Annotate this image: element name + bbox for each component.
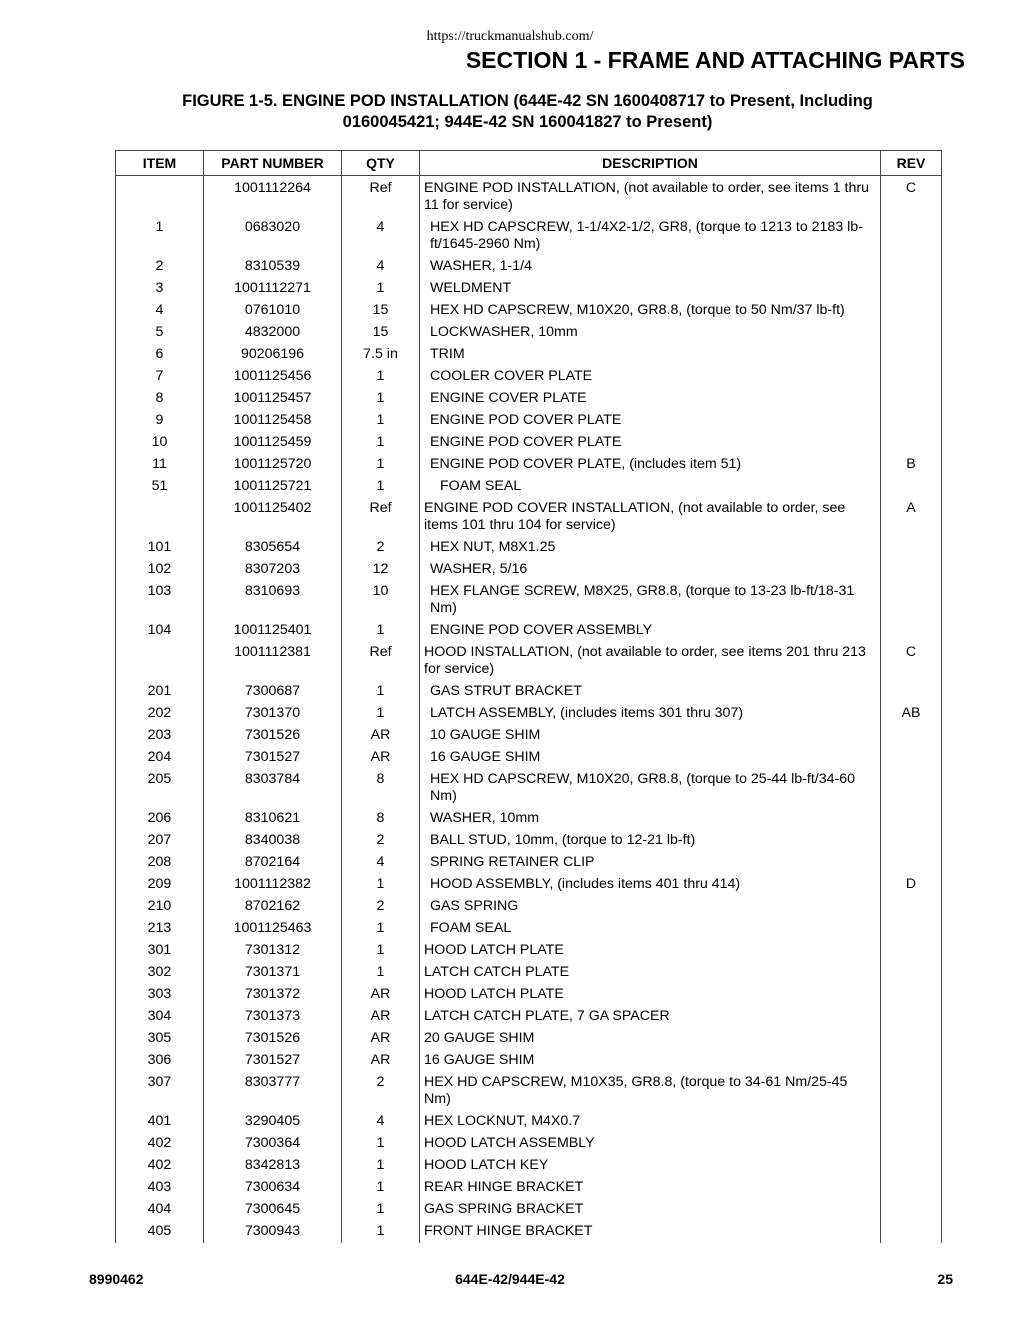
- cell-part-number: 1001125402: [204, 498, 342, 537]
- cell-rev: [881, 1072, 942, 1111]
- cell-description: GAS STRUT BRACKET: [420, 681, 881, 703]
- cell-qty: 1: [342, 1133, 420, 1155]
- cell-rev: [881, 256, 942, 278]
- column-header-part-number: PART NUMBER: [204, 151, 342, 176]
- cell-description: HOOD LATCH ASSEMBLY: [420, 1133, 881, 1155]
- table-row: [116, 1155, 942, 1177]
- cell-description: 16 GAUGE SHIM: [420, 1050, 881, 1072]
- cell-item: 201: [116, 681, 204, 703]
- cell-rev: [881, 681, 942, 703]
- cell-part-number: 90206196: [204, 344, 342, 366]
- table-row: [116, 769, 942, 808]
- cell-item: 207: [116, 830, 204, 852]
- column-header-item: ITEM: [116, 151, 204, 176]
- cell-part-number: 8303777: [204, 1072, 342, 1111]
- cell-rev: [881, 559, 942, 581]
- cell-item: 208: [116, 852, 204, 874]
- cell-qty: 1: [342, 476, 420, 498]
- cell-item: 11: [116, 454, 204, 476]
- cell-item: [116, 498, 204, 537]
- cell-item: 6: [116, 344, 204, 366]
- cell-rev: B: [881, 454, 942, 476]
- table-row: [116, 1177, 942, 1199]
- cell-description: WASHER, 1-1/4: [420, 256, 881, 278]
- parts-table-body: [116, 176, 942, 1244]
- parts-table: [115, 150, 942, 1243]
- cell-description: HEX HD CAPSCREW, M10X35, GR8.8, (torque to 34-61 Nm/25-45 Nm): [420, 1072, 881, 1111]
- cell-part-number: 1001125459: [204, 432, 342, 454]
- cell-part-number: 1001125458: [204, 410, 342, 432]
- cell-description: FOAM SEAL: [420, 918, 881, 940]
- cell-item: [116, 176, 204, 218]
- table-row: [116, 896, 942, 918]
- cell-description: ENGINE POD COVER INSTALLATION, (not available to order, see items 101 thru 104 for service): [420, 498, 881, 537]
- cell-description: WELDMENT: [420, 278, 881, 300]
- cell-item: 103: [116, 581, 204, 620]
- cell-qty: 1: [342, 454, 420, 476]
- cell-part-number: 4832000: [204, 322, 342, 344]
- table-row: [116, 1006, 942, 1028]
- cell-description: TRIM: [420, 344, 881, 366]
- cell-description: ENGINE POD COVER ASSEMBLY: [420, 620, 881, 642]
- cell-item: 306: [116, 1050, 204, 1072]
- cell-qty: AR: [342, 725, 420, 747]
- cell-qty: 1: [342, 1177, 420, 1199]
- cell-rev: [881, 217, 942, 256]
- table-row: [116, 1111, 942, 1133]
- cell-qty: AR: [342, 984, 420, 1006]
- cell-part-number: 8310539: [204, 256, 342, 278]
- cell-part-number: 1001125721: [204, 476, 342, 498]
- cell-item: 104: [116, 620, 204, 642]
- cell-part-number: 1001112381: [204, 642, 342, 681]
- cell-item: 101: [116, 537, 204, 559]
- figure-title-line2: 0160045421; 944E-42 SN 160041827 to Present): [342, 113, 713, 131]
- cell-qty: Ref: [342, 642, 420, 681]
- cell-item: 403: [116, 1177, 204, 1199]
- cell-item: 206: [116, 808, 204, 830]
- cell-qty: 1: [342, 962, 420, 984]
- cell-rev: AB: [881, 703, 942, 725]
- cell-rev: [881, 1133, 942, 1155]
- cell-rev: [881, 1199, 942, 1221]
- cell-item: 305: [116, 1028, 204, 1050]
- cell-qty: Ref: [342, 498, 420, 537]
- cell-qty: 1: [342, 410, 420, 432]
- cell-item: 7: [116, 366, 204, 388]
- cell-description: ENGINE COVER PLATE: [420, 388, 881, 410]
- cell-item: 405: [116, 1221, 204, 1243]
- cell-qty: 8: [342, 808, 420, 830]
- cell-part-number: 7300645: [204, 1199, 342, 1221]
- cell-part-number: 1001125463: [204, 918, 342, 940]
- cell-qty: 1: [342, 940, 420, 962]
- cell-qty: 1: [342, 432, 420, 454]
- cell-description: GAS SPRING: [420, 896, 881, 918]
- cell-rev: [881, 962, 942, 984]
- cell-description: HEX HD CAPSCREW, 1-1/4X2-1/2, GR8, (torque to 1213 to 2183 lb-ft/1645-2960 Nm): [420, 217, 881, 256]
- table-row: [116, 808, 942, 830]
- figure-title-line1: FIGURE 1-5. ENGINE POD INSTALLATION (644E-42 SN 1600408717 to Present, Including: [182, 92, 873, 110]
- cell-description: COOLER COVER PLATE: [420, 366, 881, 388]
- cell-part-number: 7301373: [204, 1006, 342, 1028]
- cell-qty: 1: [342, 278, 420, 300]
- cell-item: 5: [116, 322, 204, 344]
- cell-item: 10: [116, 432, 204, 454]
- cell-item: 9: [116, 410, 204, 432]
- cell-part-number: 7300634: [204, 1177, 342, 1199]
- cell-description: HOOD ASSEMBLY, (includes items 401 thru 414): [420, 874, 881, 896]
- cell-rev: [881, 896, 942, 918]
- cell-qty: 1: [342, 703, 420, 725]
- cell-description: HOOD LATCH PLATE: [420, 940, 881, 962]
- cell-part-number: 0761010: [204, 300, 342, 322]
- cell-qty: AR: [342, 1050, 420, 1072]
- cell-qty: AR: [342, 1028, 420, 1050]
- table-row: [116, 410, 942, 432]
- cell-qty: 12: [342, 559, 420, 581]
- cell-qty: 1: [342, 620, 420, 642]
- cell-qty: 7.5 in: [342, 344, 420, 366]
- cell-part-number: 8340038: [204, 830, 342, 852]
- table-row: [116, 874, 942, 896]
- table-row: [116, 388, 942, 410]
- table-row: [116, 620, 942, 642]
- cell-qty: 1: [342, 388, 420, 410]
- cell-part-number: 8303784: [204, 769, 342, 808]
- cell-qty: 4: [342, 1111, 420, 1133]
- cell-qty: 1: [342, 874, 420, 896]
- cell-part-number: 1001112271: [204, 278, 342, 300]
- cell-part-number: 7300943: [204, 1221, 342, 1243]
- cell-description: SPRING RETAINER CLIP: [420, 852, 881, 874]
- cell-part-number: 1001112382: [204, 874, 342, 896]
- table-row: [116, 498, 942, 537]
- cell-description: LATCH CATCH PLATE: [420, 962, 881, 984]
- cell-item: 302: [116, 962, 204, 984]
- table-row: [116, 366, 942, 388]
- cell-part-number: 7300687: [204, 681, 342, 703]
- cell-part-number: 7301371: [204, 962, 342, 984]
- cell-description: FOAM SEAL: [420, 476, 881, 498]
- cell-part-number: 7301526: [204, 725, 342, 747]
- cell-rev: [881, 1006, 942, 1028]
- cell-item: 210: [116, 896, 204, 918]
- cell-part-number: 8310621: [204, 808, 342, 830]
- cell-rev: [881, 725, 942, 747]
- table-row: [116, 984, 942, 1006]
- table-row: [116, 559, 942, 581]
- table-row: [116, 581, 942, 620]
- cell-qty: 2: [342, 896, 420, 918]
- cell-item: 213: [116, 918, 204, 940]
- cell-rev: [881, 344, 942, 366]
- table-row: [116, 344, 942, 366]
- cell-part-number: 1001125401: [204, 620, 342, 642]
- cell-item: 205: [116, 769, 204, 808]
- cell-description: ENGINE POD COVER PLATE: [420, 432, 881, 454]
- table-row: [116, 256, 942, 278]
- cell-part-number: 7301527: [204, 747, 342, 769]
- cell-part-number: 7301312: [204, 940, 342, 962]
- cell-description: REAR HINGE BRACKET: [420, 1177, 881, 1199]
- cell-description: ENGINE POD INSTALLATION, (not available to order, see items 1 thru 11 for service): [420, 176, 881, 218]
- cell-rev: [881, 769, 942, 808]
- cell-item: 404: [116, 1199, 204, 1221]
- table-row: [116, 432, 942, 454]
- table-row: [116, 476, 942, 498]
- figure-title: [100, 91, 955, 133]
- cell-rev: [881, 984, 942, 1006]
- cell-item: 304: [116, 1006, 204, 1028]
- cell-rev: [881, 300, 942, 322]
- cell-description: 16 GAUGE SHIM: [420, 747, 881, 769]
- cell-description: HOOD LATCH KEY: [420, 1155, 881, 1177]
- cell-rev: [881, 432, 942, 454]
- cell-qty: 1: [342, 681, 420, 703]
- table-row: [116, 278, 942, 300]
- cell-qty: 8: [342, 769, 420, 808]
- cell-rev: [881, 278, 942, 300]
- cell-rev: A: [881, 498, 942, 537]
- cell-description: LATCH CATCH PLATE, 7 GA SPACER: [420, 1006, 881, 1028]
- cell-item: 1: [116, 217, 204, 256]
- table-row: [116, 454, 942, 476]
- cell-description: LOCKWASHER, 10mm: [420, 322, 881, 344]
- cell-rev: [881, 808, 942, 830]
- cell-qty: 1: [342, 918, 420, 940]
- cell-qty: 2: [342, 830, 420, 852]
- cell-description: GAS SPRING BRACKET: [420, 1199, 881, 1221]
- cell-rev: [881, 830, 942, 852]
- table-row: [116, 1199, 942, 1221]
- cell-part-number: 8702164: [204, 852, 342, 874]
- cell-description: ENGINE POD COVER PLATE: [420, 410, 881, 432]
- cell-rev: D: [881, 874, 942, 896]
- cell-rev: [881, 940, 942, 962]
- cell-rev: [881, 1111, 942, 1133]
- cell-item: 209: [116, 874, 204, 896]
- table-row: [116, 217, 942, 256]
- cell-description: FRONT HINGE BRACKET: [420, 1221, 881, 1243]
- cell-qty: AR: [342, 747, 420, 769]
- section-title: SECTION 1 - FRAME AND ATTACHING PARTS: [465, 47, 965, 73]
- table-row: [116, 1072, 942, 1111]
- cell-item: 303: [116, 984, 204, 1006]
- cell-part-number: 7301372: [204, 984, 342, 1006]
- cell-qty: 1: [342, 1199, 420, 1221]
- cell-description: WASHER, 5/16: [420, 559, 881, 581]
- cell-item: 203: [116, 725, 204, 747]
- cell-rev: [881, 1028, 942, 1050]
- cell-rev: [881, 476, 942, 498]
- cell-part-number: 3290405: [204, 1111, 342, 1133]
- cell-item: 3: [116, 278, 204, 300]
- table-row: [116, 300, 942, 322]
- cell-description: HEX HD CAPSCREW, M10X20, GR8.8, (torque to 50 Nm/37 lb-ft): [420, 300, 881, 322]
- cell-qty: 10: [342, 581, 420, 620]
- cell-rev: [881, 852, 942, 874]
- cell-rev: [881, 322, 942, 344]
- cell-rev: [881, 537, 942, 559]
- cell-description: ENGINE POD COVER PLATE, (includes item 51): [420, 454, 881, 476]
- cell-part-number: 1001112264: [204, 176, 342, 218]
- table-row: [116, 725, 942, 747]
- table-row: [116, 1050, 942, 1072]
- cell-description: WASHER, 10mm: [420, 808, 881, 830]
- footer-doc-number: 8990462: [89, 1271, 144, 1287]
- cell-part-number: 8305654: [204, 537, 342, 559]
- table-row: [116, 537, 942, 559]
- cell-item: 402: [116, 1133, 204, 1155]
- cell-description: HEX LOCKNUT, M4X0.7: [420, 1111, 881, 1133]
- table-row: [116, 642, 942, 681]
- column-header-description: DESCRIPTION: [420, 151, 881, 176]
- cell-item: 8: [116, 388, 204, 410]
- table-row: [116, 918, 942, 940]
- cell-rev: [881, 620, 942, 642]
- cell-qty: 4: [342, 852, 420, 874]
- cell-qty: Ref: [342, 176, 420, 218]
- cell-description: 20 GAUGE SHIM: [420, 1028, 881, 1050]
- cell-part-number: 7301370: [204, 703, 342, 725]
- cell-part-number: 7300364: [204, 1133, 342, 1155]
- cell-item: 4: [116, 300, 204, 322]
- cell-qty: 15: [342, 300, 420, 322]
- source-url[interactable]: https://truckmanualshub.com/: [426, 29, 594, 44]
- table-row: [116, 747, 942, 769]
- cell-rev: C: [881, 176, 942, 218]
- cell-rev: [881, 918, 942, 940]
- cell-description: HEX HD CAPSCREW, M10X20, GR8.8, (torque to 25-44 lb-ft/34-60 Nm): [420, 769, 881, 808]
- table-row: [116, 830, 942, 852]
- table-row: [116, 1133, 942, 1155]
- cell-rev: [881, 1221, 942, 1243]
- cell-rev: [881, 747, 942, 769]
- table-row: [116, 681, 942, 703]
- table-row: [116, 1221, 942, 1243]
- cell-qty: 2: [342, 1072, 420, 1111]
- cell-part-number: 8310693: [204, 581, 342, 620]
- cell-rev: C: [881, 642, 942, 681]
- cell-qty: 4: [342, 217, 420, 256]
- cell-qty: 1: [342, 366, 420, 388]
- cell-item: [116, 642, 204, 681]
- cell-description: BALL STUD, 10mm, (torque to 12-21 lb-ft): [420, 830, 881, 852]
- cell-description: LATCH ASSEMBLY, (includes items 301 thru 307): [420, 703, 881, 725]
- cell-rev: [881, 366, 942, 388]
- footer-page-number: 25: [937, 1271, 953, 1287]
- table-row: [116, 852, 942, 874]
- column-header-qty: QTY: [342, 151, 420, 176]
- cell-qty: AR: [342, 1006, 420, 1028]
- cell-item: 401: [116, 1111, 204, 1133]
- cell-qty: 1: [342, 1155, 420, 1177]
- cell-item: 307: [116, 1072, 204, 1111]
- cell-item: 2: [116, 256, 204, 278]
- cell-part-number: 1001125720: [204, 454, 342, 476]
- cell-part-number: 7301527: [204, 1050, 342, 1072]
- cell-part-number: 1001125456: [204, 366, 342, 388]
- cell-part-number: 8342813: [204, 1155, 342, 1177]
- cell-description: HOOD LATCH PLATE: [420, 984, 881, 1006]
- table-row: [116, 176, 942, 218]
- cell-qty: 4: [342, 256, 420, 278]
- table-row: [116, 962, 942, 984]
- cell-part-number: 8307203: [204, 559, 342, 581]
- cell-rev: [881, 1050, 942, 1072]
- table-row: [116, 703, 942, 725]
- footer-model: 644E-42/944E-42: [455, 1271, 565, 1287]
- table-header-row: [116, 151, 942, 176]
- column-header-rev: REV: [881, 151, 942, 176]
- cell-qty: 1: [342, 1221, 420, 1243]
- cell-description: HEX NUT, M8X1.25: [420, 537, 881, 559]
- cell-rev: [881, 388, 942, 410]
- cell-item: 202: [116, 703, 204, 725]
- cell-part-number: 7301526: [204, 1028, 342, 1050]
- cell-rev: [881, 1177, 942, 1199]
- cell-item: 402: [116, 1155, 204, 1177]
- table-row: [116, 1028, 942, 1050]
- cell-part-number: 0683020: [204, 217, 342, 256]
- cell-item: 102: [116, 559, 204, 581]
- cell-rev: [881, 410, 942, 432]
- cell-description: 10 GAUGE SHIM: [420, 725, 881, 747]
- cell-item: 301: [116, 940, 204, 962]
- cell-item: 204: [116, 747, 204, 769]
- cell-item: 51: [116, 476, 204, 498]
- cell-rev: [881, 1155, 942, 1177]
- table-row: [116, 940, 942, 962]
- cell-description: HEX FLANGE SCREW, M8X25, GR8.8, (torque to 13-23 lb-ft/18-31 Nm): [420, 581, 881, 620]
- cell-qty: 15: [342, 322, 420, 344]
- cell-description: HOOD INSTALLATION, (not available to order, see items 201 thru 213 for service): [420, 642, 881, 681]
- table-row: [116, 322, 942, 344]
- cell-part-number: 1001125457: [204, 388, 342, 410]
- cell-qty: 2: [342, 537, 420, 559]
- cell-rev: [881, 581, 942, 620]
- cell-part-number: 8702162: [204, 896, 342, 918]
